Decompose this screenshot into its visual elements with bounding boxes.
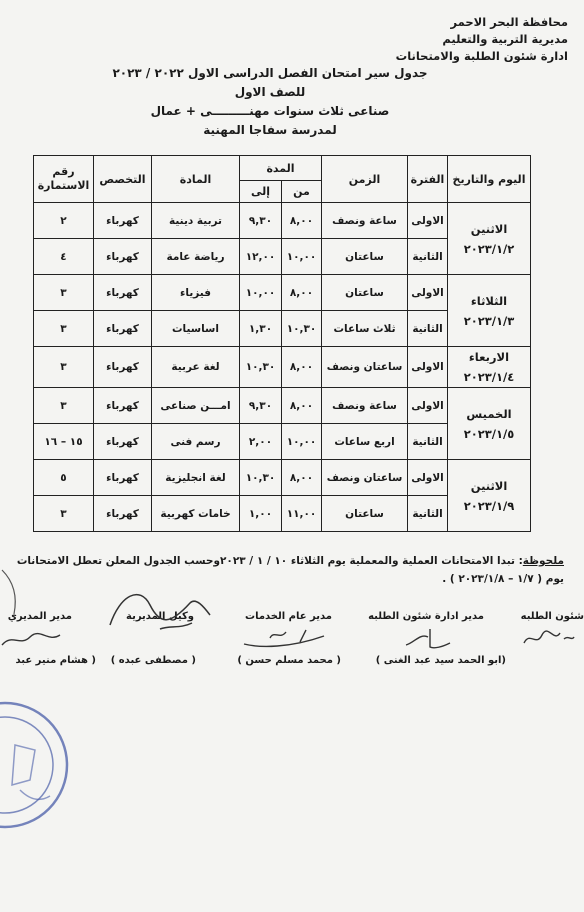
to-cell: ١٢,٠٠ — [240, 239, 282, 275]
note — [4, 552, 564, 588]
title-main: جدول سير امتحان الفصل الدراسى الاول ٢٠٢٢ / ٢٠٢٣ — [112, 66, 428, 80]
day-name: الاربعاء — [468, 350, 510, 364]
signature-title-deputy: وكيل المديرية — [126, 611, 194, 622]
day-cell — [448, 275, 531, 347]
time-cell: ساعة ونصف — [322, 388, 408, 424]
subject-cell: رسم فنى — [152, 424, 240, 460]
specialty-cell: كهرباء — [94, 275, 152, 311]
specialty-cell: كهرباء — [94, 388, 152, 424]
to-cell: ١,٠٠ — [240, 496, 282, 532]
header-subject: المادة — [152, 156, 240, 203]
specialty-cell: كهرباء — [94, 311, 152, 347]
subject-cell: امـــن صناعى — [152, 388, 240, 424]
time-cell: ساعتان — [322, 496, 408, 532]
title-program: صناعى ثلاث سنوات مهنـــــــــى + عمال — [150, 104, 390, 118]
specialty-cell: كهرباء — [94, 496, 152, 532]
signature-scribble — [240, 622, 330, 652]
signature-name-student-affairs-director: (ابو الحمد سيد عبد الغنى ) — [375, 655, 506, 666]
time-cell: ساعتان ونصف — [322, 460, 408, 496]
header-period: الفترة — [408, 156, 448, 203]
department-line: ادارة شئون الطلبة والامتحانات — [395, 49, 568, 63]
subject-cell: تربية دينية — [152, 203, 240, 239]
subject-cell: رياضة عامة — [152, 239, 240, 275]
table-row — [34, 388, 531, 424]
form-cell: ٤ — [34, 239, 94, 275]
day-date: ٢٠٢٣/١/٩ — [463, 498, 515, 513]
form-cell: ٣ — [34, 275, 94, 311]
time-cell: ساعتان — [322, 275, 408, 311]
period-cell: الاولى — [408, 460, 448, 496]
period-cell: الثانية — [408, 311, 448, 347]
signature-name-directorate-head: ( هشام منير عبد — [15, 655, 96, 666]
table-row — [34, 275, 531, 311]
day-cell — [448, 388, 531, 460]
period-cell: الاولى — [408, 203, 448, 239]
header-specialty: التخصص — [94, 156, 152, 203]
form-cell: ٣ — [34, 496, 94, 532]
from-cell: ٨,٠٠ — [282, 460, 322, 496]
subject-cell: لغة عربية — [152, 347, 240, 388]
from-cell: ١٠,٣٠ — [282, 311, 322, 347]
period-cell: الاولى — [408, 275, 448, 311]
signature-title-student-affairs: شئون الطلبه — [520, 611, 584, 622]
specialty-cell: كهرباء — [94, 347, 152, 388]
from-cell: ١٠,٠٠ — [282, 239, 322, 275]
note-label: ملحوظة — [522, 555, 564, 567]
specialty-cell: كهرباء — [94, 424, 152, 460]
time-cell: ثلاث ساعات — [322, 311, 408, 347]
from-cell: ٨,٠٠ — [282, 203, 322, 239]
period-cell: الثانية — [408, 496, 448, 532]
form-cell: ٣ — [34, 388, 94, 424]
table-row — [34, 460, 531, 496]
signature-name-services-director: ( محمد مسلم حسن ) — [237, 655, 341, 666]
specialty-cell: كهرباء — [94, 460, 152, 496]
signature-scribble — [0, 625, 70, 655]
day-date: ٢٠٢٣/١/٥ — [463, 426, 515, 441]
signature-scribble — [0, 560, 30, 620]
document-titles — [60, 64, 480, 140]
to-cell: ٩,٣٠ — [240, 203, 282, 239]
form-cell: ٢ — [34, 203, 94, 239]
form-cell: ٣ — [34, 347, 94, 388]
exam-schedule-table — [33, 155, 531, 532]
day-date: ٢٠٢٣/١/٢ — [463, 241, 515, 256]
day-cell — [448, 347, 531, 388]
signature-scribble — [520, 625, 576, 650]
signature-scribble — [100, 585, 220, 640]
from-cell: ١١,٠٠ — [282, 496, 322, 532]
form-cell: ١٥ – ١٦ — [34, 424, 94, 460]
time-cell: اربع ساعات — [322, 424, 408, 460]
time-cell: ساعتان — [322, 239, 408, 275]
time-cell: ساعتان ونصف — [322, 347, 408, 388]
from-cell: ٨,٠٠ — [282, 388, 322, 424]
from-cell: ٨,٠٠ — [282, 347, 322, 388]
period-cell: الاولى — [408, 388, 448, 424]
day-cell — [448, 203, 531, 275]
from-cell: ٨,٠٠ — [282, 275, 322, 311]
to-cell: ١٠,٣٠ — [240, 460, 282, 496]
day-name: الاثنين — [470, 221, 508, 236]
to-cell: ١٠,٠٠ — [240, 275, 282, 311]
day-cell — [448, 460, 531, 532]
header-from: من — [282, 181, 322, 203]
title-grade: للصف الاول — [234, 85, 306, 99]
day-date: ٢٠٢٣/١/٤ — [463, 370, 515, 384]
table-row — [34, 347, 531, 388]
letterhead — [396, 14, 568, 65]
subject-cell: اساسيات — [152, 311, 240, 347]
header-day: اليوم والتاريخ — [448, 156, 531, 203]
title-school: لمدرسة سفاجا المهنية — [203, 123, 337, 137]
form-cell: ٥ — [34, 460, 94, 496]
signature-scribble — [400, 625, 460, 653]
day-date: ٢٠٢٣/١/٣ — [463, 313, 515, 328]
note-line-2: يوم ( ١/٧ – ٢٠٢٣/١/٨ ) . — [442, 573, 564, 585]
signature-name-deputy: ( مصطفى عبده ) — [110, 655, 196, 666]
from-cell: ١٠,٠٠ — [282, 424, 322, 460]
header-time: الزمن — [322, 156, 408, 203]
subject-cell: خامات كهربية — [152, 496, 240, 532]
to-cell: ٩,٣٠ — [240, 388, 282, 424]
governorate-line: محافظة البحر الاحمر — [450, 15, 568, 29]
directorate-line: مديرية التربية والتعليم — [442, 32, 568, 46]
header-duration: المدة — [240, 156, 322, 181]
header-form: رقم الاستمارة — [34, 156, 94, 203]
signature-title-directorate-head: مدير المديري — [7, 611, 72, 622]
table-row — [34, 203, 531, 239]
header-to: إلى — [240, 181, 282, 203]
form-cell: ٣ — [34, 311, 94, 347]
official-seal — [0, 690, 80, 840]
to-cell: ٢,٠٠ — [240, 424, 282, 460]
signature-title-services-director: مدير عام الخدمات — [245, 611, 332, 622]
note-line-1: : تبدا الامتحانات العملية والمعملية يوم الثلاثاء ١٠ / ١ / ٢٠٢٣وحسب الجدول المعلن تعطل الامتحانات — [16, 555, 523, 567]
period-cell: الثانية — [408, 424, 448, 460]
day-name: الثلاثاء — [470, 293, 508, 308]
specialty-cell: كهرباء — [94, 203, 152, 239]
time-cell: ساعة ونصف — [322, 203, 408, 239]
day-name: الخميس — [466, 406, 512, 421]
day-name: الاثنين — [470, 478, 508, 493]
subject-cell: فيزياء — [152, 275, 240, 311]
to-cell: ١,٣٠ — [240, 311, 282, 347]
signature-title-student-affairs-director: مدير ادارة شئون الطلبه — [368, 611, 484, 622]
specialty-cell: كهرباء — [94, 239, 152, 275]
subject-cell: لغة انجليزية — [152, 460, 240, 496]
period-cell: الاولى — [408, 347, 448, 388]
period-cell: الثانية — [408, 239, 448, 275]
to-cell: ١٠,٣٠ — [240, 347, 282, 388]
